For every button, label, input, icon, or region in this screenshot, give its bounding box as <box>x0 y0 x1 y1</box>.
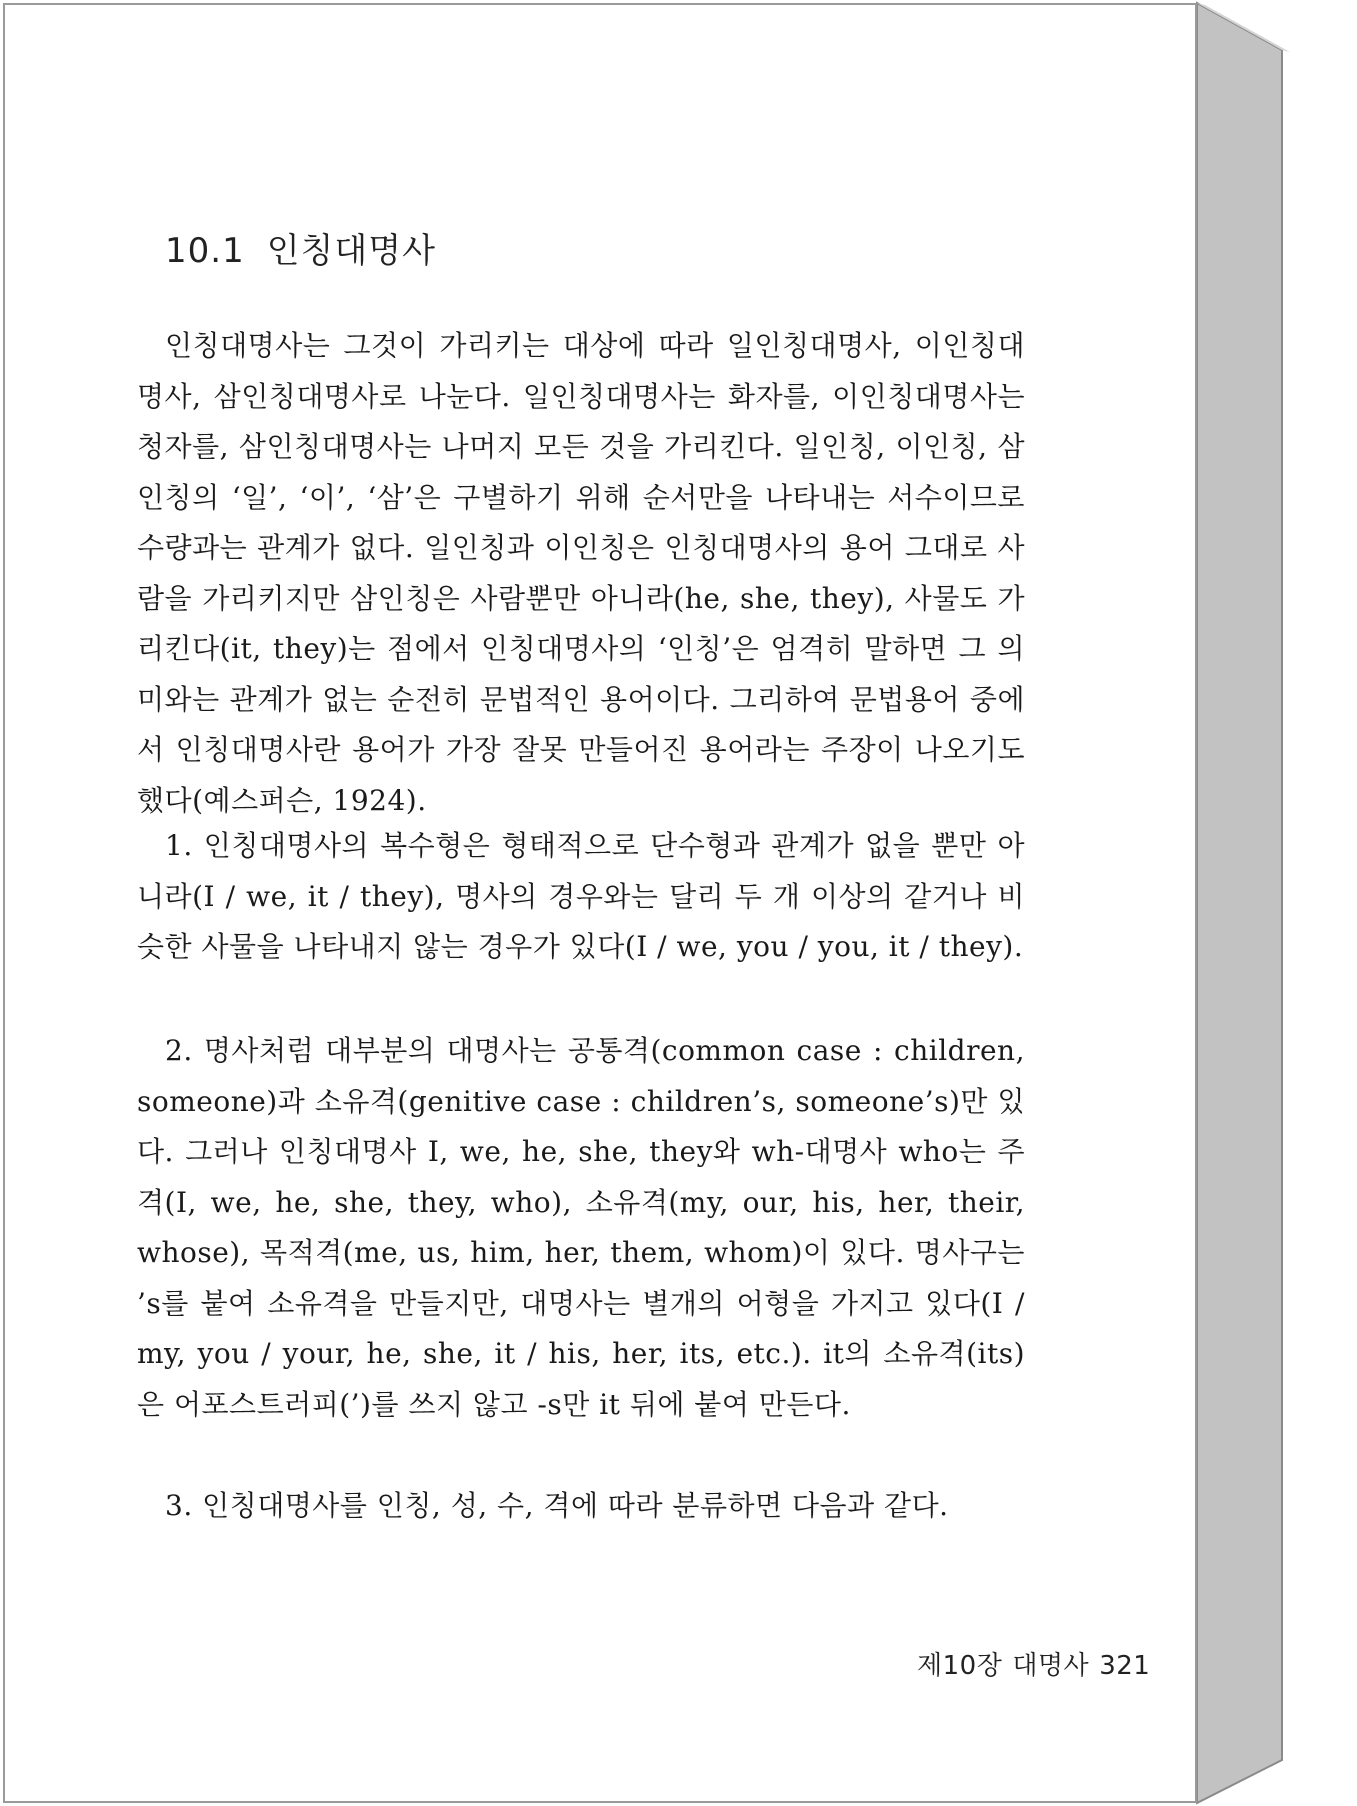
section-number: 10.1 <box>165 231 245 271</box>
numbered-point-2: 2. 명사처럼 대부분의 대명사는 공통격(common case : children, someone)과 소유격(genitive case : children’s, someone’s)만 있다. 그러나 인칭대명사 I, we, he, she, they와 wh-대명사 who는 주격(I, we, he, she, they, who), 소유격(my, our, his, her, their, whose), 목적격(me, us, him, her, them, whom)이 있다. 명사구는 ’s를 붙여 소유격을 만들지만, 대명사는 별개의 어형을 가지고 있다(I / my, you / your, he, she, it / his, her, its, etc.). it의 소유격(its)은 어포스트러피(’)를 쓰지 않고 -s만 it 뒤에 붙여 만든다. <box>137 1034 1025 1421</box>
numbered-point-3: 3. 인칭대명사를 인칭, 성, 수, 격에 따라 분류하면 다음과 같다. <box>165 1489 949 1522</box>
chapter-title: 대명사 <box>1012 1651 1090 1681</box>
section-title: 인칭대명사 <box>266 231 436 271</box>
section-heading <box>165 223 436 272</box>
book-page <box>3 3 1197 1803</box>
intro-paragraph: 인칭대명사는 그것이 가리키는 대상에 따라 일인칭대명사, 이인칭대명사, 삼인칭대명사로 나눈다. 일인칭대명사는 화자를, 이인칭대명사는 청자를, 삼인칭대명사는 나머지 모든 것을 가리킨다. 일인칭, 이인칭, 삼인칭의 ‘일’, ‘이’, ‘삼’은 구별하기 위해 순서만을 나타내는 서수이므로 수량과는 관계가 없다. 일인칭과 이인칭은 인칭대명사의 용어 그대로 사람을 가리키지만 삼인칭은 사람뿐만 아니라(he, she, they), 사물도 가리킨다(it, they)는 점에서 인칭대명사의 ‘인칭’은 엄격히 말하면 그 의미와는 관계가 없는 순전히 문법적인 용어이다. 그리하여 문법용어 중에서 인칭대명사란 용어가 가장 잘못 만들어진 용어라는 주장이 나오기도 했다(예스퍼슨, 1924). <box>137 329 1025 817</box>
page-number: 321 <box>1099 1651 1151 1681</box>
chapter-label: 제10장 <box>917 1651 1003 1681</box>
page-footer <box>917 1645 1150 1682</box>
numbered-point-1: 1. 인칭대명사의 복수형은 형태적으로 단수형과 관계가 없을 뿐만 아니라(I / we, it / they), 명사의 경우와는 달리 두 개 이상의 같거나 비슷한 사물을 나타내지 않는 경우가 있다(I / we, you / you, it / they). <box>137 829 1025 963</box>
